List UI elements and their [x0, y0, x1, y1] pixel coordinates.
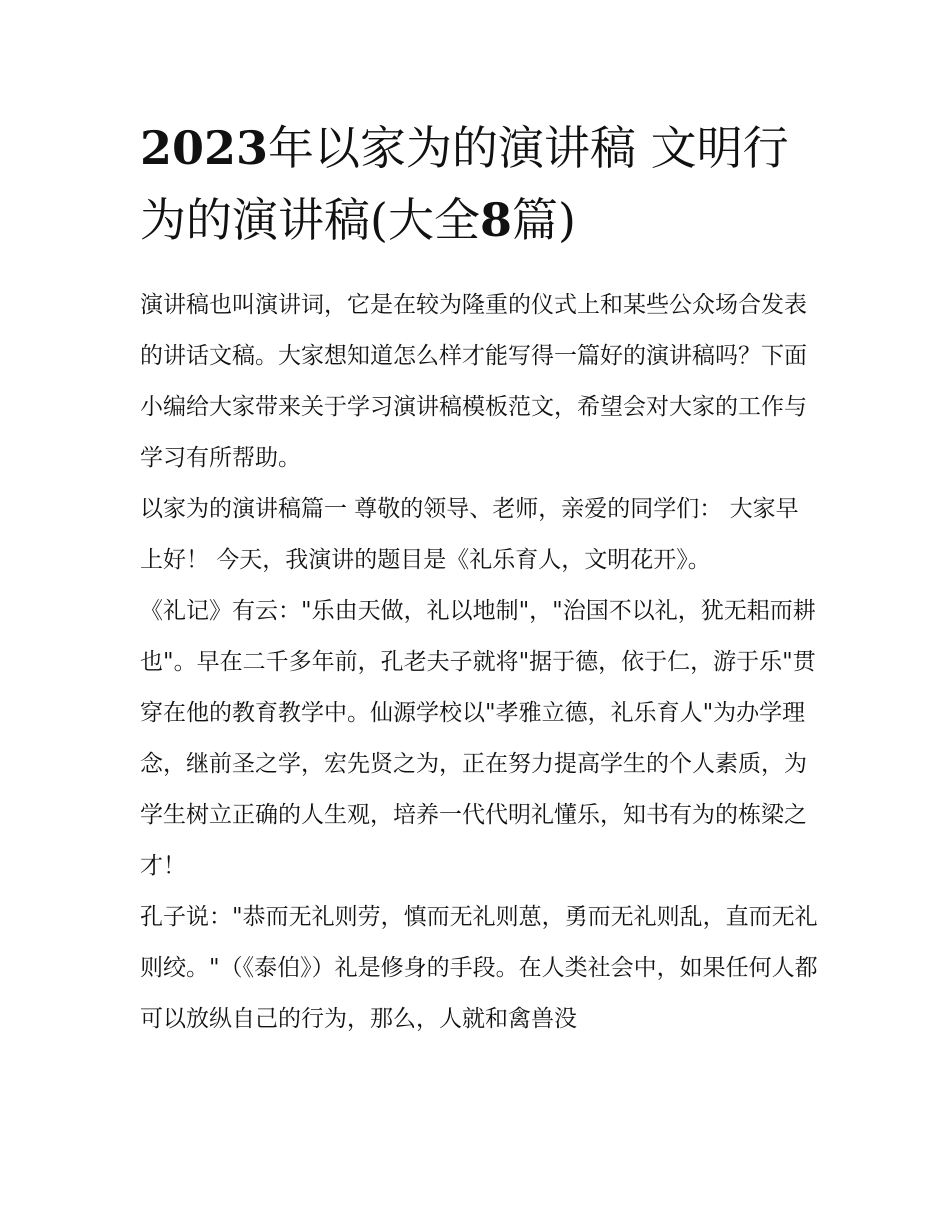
- paragraph-opening: 以家为的演讲稿篇一 尊敬的领导、老师，亲爱的同学们： 大家早上好！ 今天，我演讲的题目是《礼乐育人，文明花开》。: [140, 496, 799, 573]
- document-body: [140, 280, 820, 1045]
- document-title: [140, 112, 820, 256]
- paragraph-intro: 演讲稿也叫演讲词，它是在较为隆重的仪式上和某些公众场合发表的讲话文稿。大家想知道怎么样才能写得一篇好的演讲稿吗？下面小编给大家带来关于学习演讲稿模板范文，希望会对大家的工作与学习有所帮助。: [140, 292, 807, 471]
- title-year: 2023: [140, 121, 269, 175]
- paragraph-confucius: 孔子说："恭而无礼则劳，慎而无礼则葸，勇而无礼则乱，直而无礼则绞。"（《泰伯》）礼是修身的手段。在人类社会中，如果任何人都可以放纵自己的行为，那么，人就和禽兽没: [140, 904, 818, 1032]
- title-suffix: 篇): [511, 193, 576, 247]
- title-text: 年以家为的演讲稿 文明行为的演讲稿(大全: [140, 121, 789, 247]
- title-count: 8: [479, 193, 512, 247]
- paragraph-liji: 《礼记》有云："乐由天做，礼以地制"，"治国不以礼，犹无耜而耕也"。早在二千多年前，孔老夫子就将"据于德，依于仁，游于乐"贯穿在他的教育教学中。仙源学校以"孝雅立德，礼乐育人"为办学理念，继前圣之学，宏先贤之为，正在努力提高学生的个人素质，为学生树立正确的人生观，培养一代代明礼懂乐，知书有为的栋梁之才！: [140, 598, 816, 879]
